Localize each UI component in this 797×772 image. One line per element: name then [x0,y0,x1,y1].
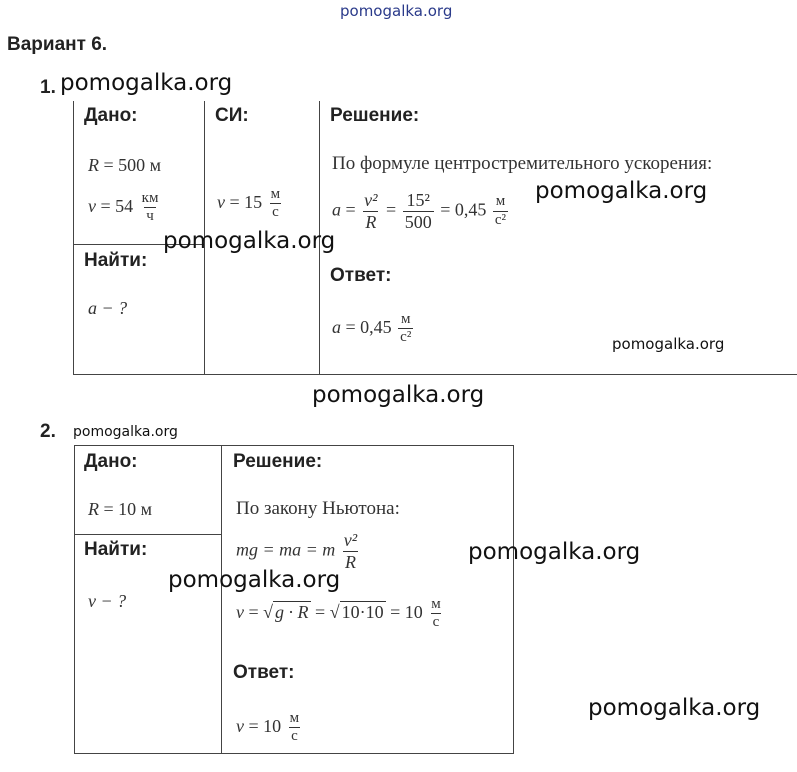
p2-given-R: R = 10 м [88,499,153,519]
p2-answer-label: Ответ: [233,662,295,683]
p1-answer-label: Ответ: [330,265,392,286]
watermark: pomogalka.org [612,335,725,353]
p2-find-label: Найти: [84,539,148,560]
p2-formula2: v = √ g · R = √ 10·10 = 10 $\frac{м}{с}$ [236,596,441,631]
p2-formula1: mg = ma = m $\frac{\text{v²}}{R}$ [236,530,358,572]
p2-given-label: Дано: [84,451,138,472]
variant-title: Вариант 6. [7,34,108,55]
watermark: pomogalka.org [468,539,641,565]
problem1-number: 1. [40,77,56,98]
p1-find: a − ? [88,298,128,318]
watermark: pomogalka.org [535,178,708,204]
p2-answer: v = 10 $\frac{м}{с}$ [236,710,300,745]
watermark: pomogalka.org [73,424,178,440]
p2-find: v − ? [88,591,127,611]
watermark: pomogalka.org [163,228,336,254]
p2-method: По закону Ньютона: [236,498,400,519]
problem2-number: 2. [40,421,56,442]
watermark: pomogalka.org [588,695,761,721]
p1-method: По формуле центростремительного ускорения: [332,153,713,174]
p1-formula: a = $\frac{\text{v²}}{R}$ = $\frac{\text{15²}}{500}$ = 0,45 $\frac{м}{\text{с²}}$ [332,190,507,232]
p1-given-R: R = 500 м [88,155,162,175]
watermark: pomogalka.org [168,567,341,593]
p1-solution-label: Решение: [330,105,420,126]
watermark: pomogalka.org [60,70,233,96]
top-watermark: pomogalka.org [340,2,453,20]
p2-solution-label: Решение: [233,451,323,472]
p1-given-v: v = 54 $\frac{км}{ч}$ [88,190,159,225]
p1-given-label: Дано: [84,105,138,126]
p1-answer: a = 0,45 $\frac{м}{\text{с²}}$ [332,311,412,346]
p1-find-label: Найти: [84,250,148,271]
watermark: pomogalka.org [312,382,485,408]
p1-si-label: СИ: [215,105,249,126]
p1-si-v: v = 15 $\frac{м}{с}$ [217,186,281,221]
